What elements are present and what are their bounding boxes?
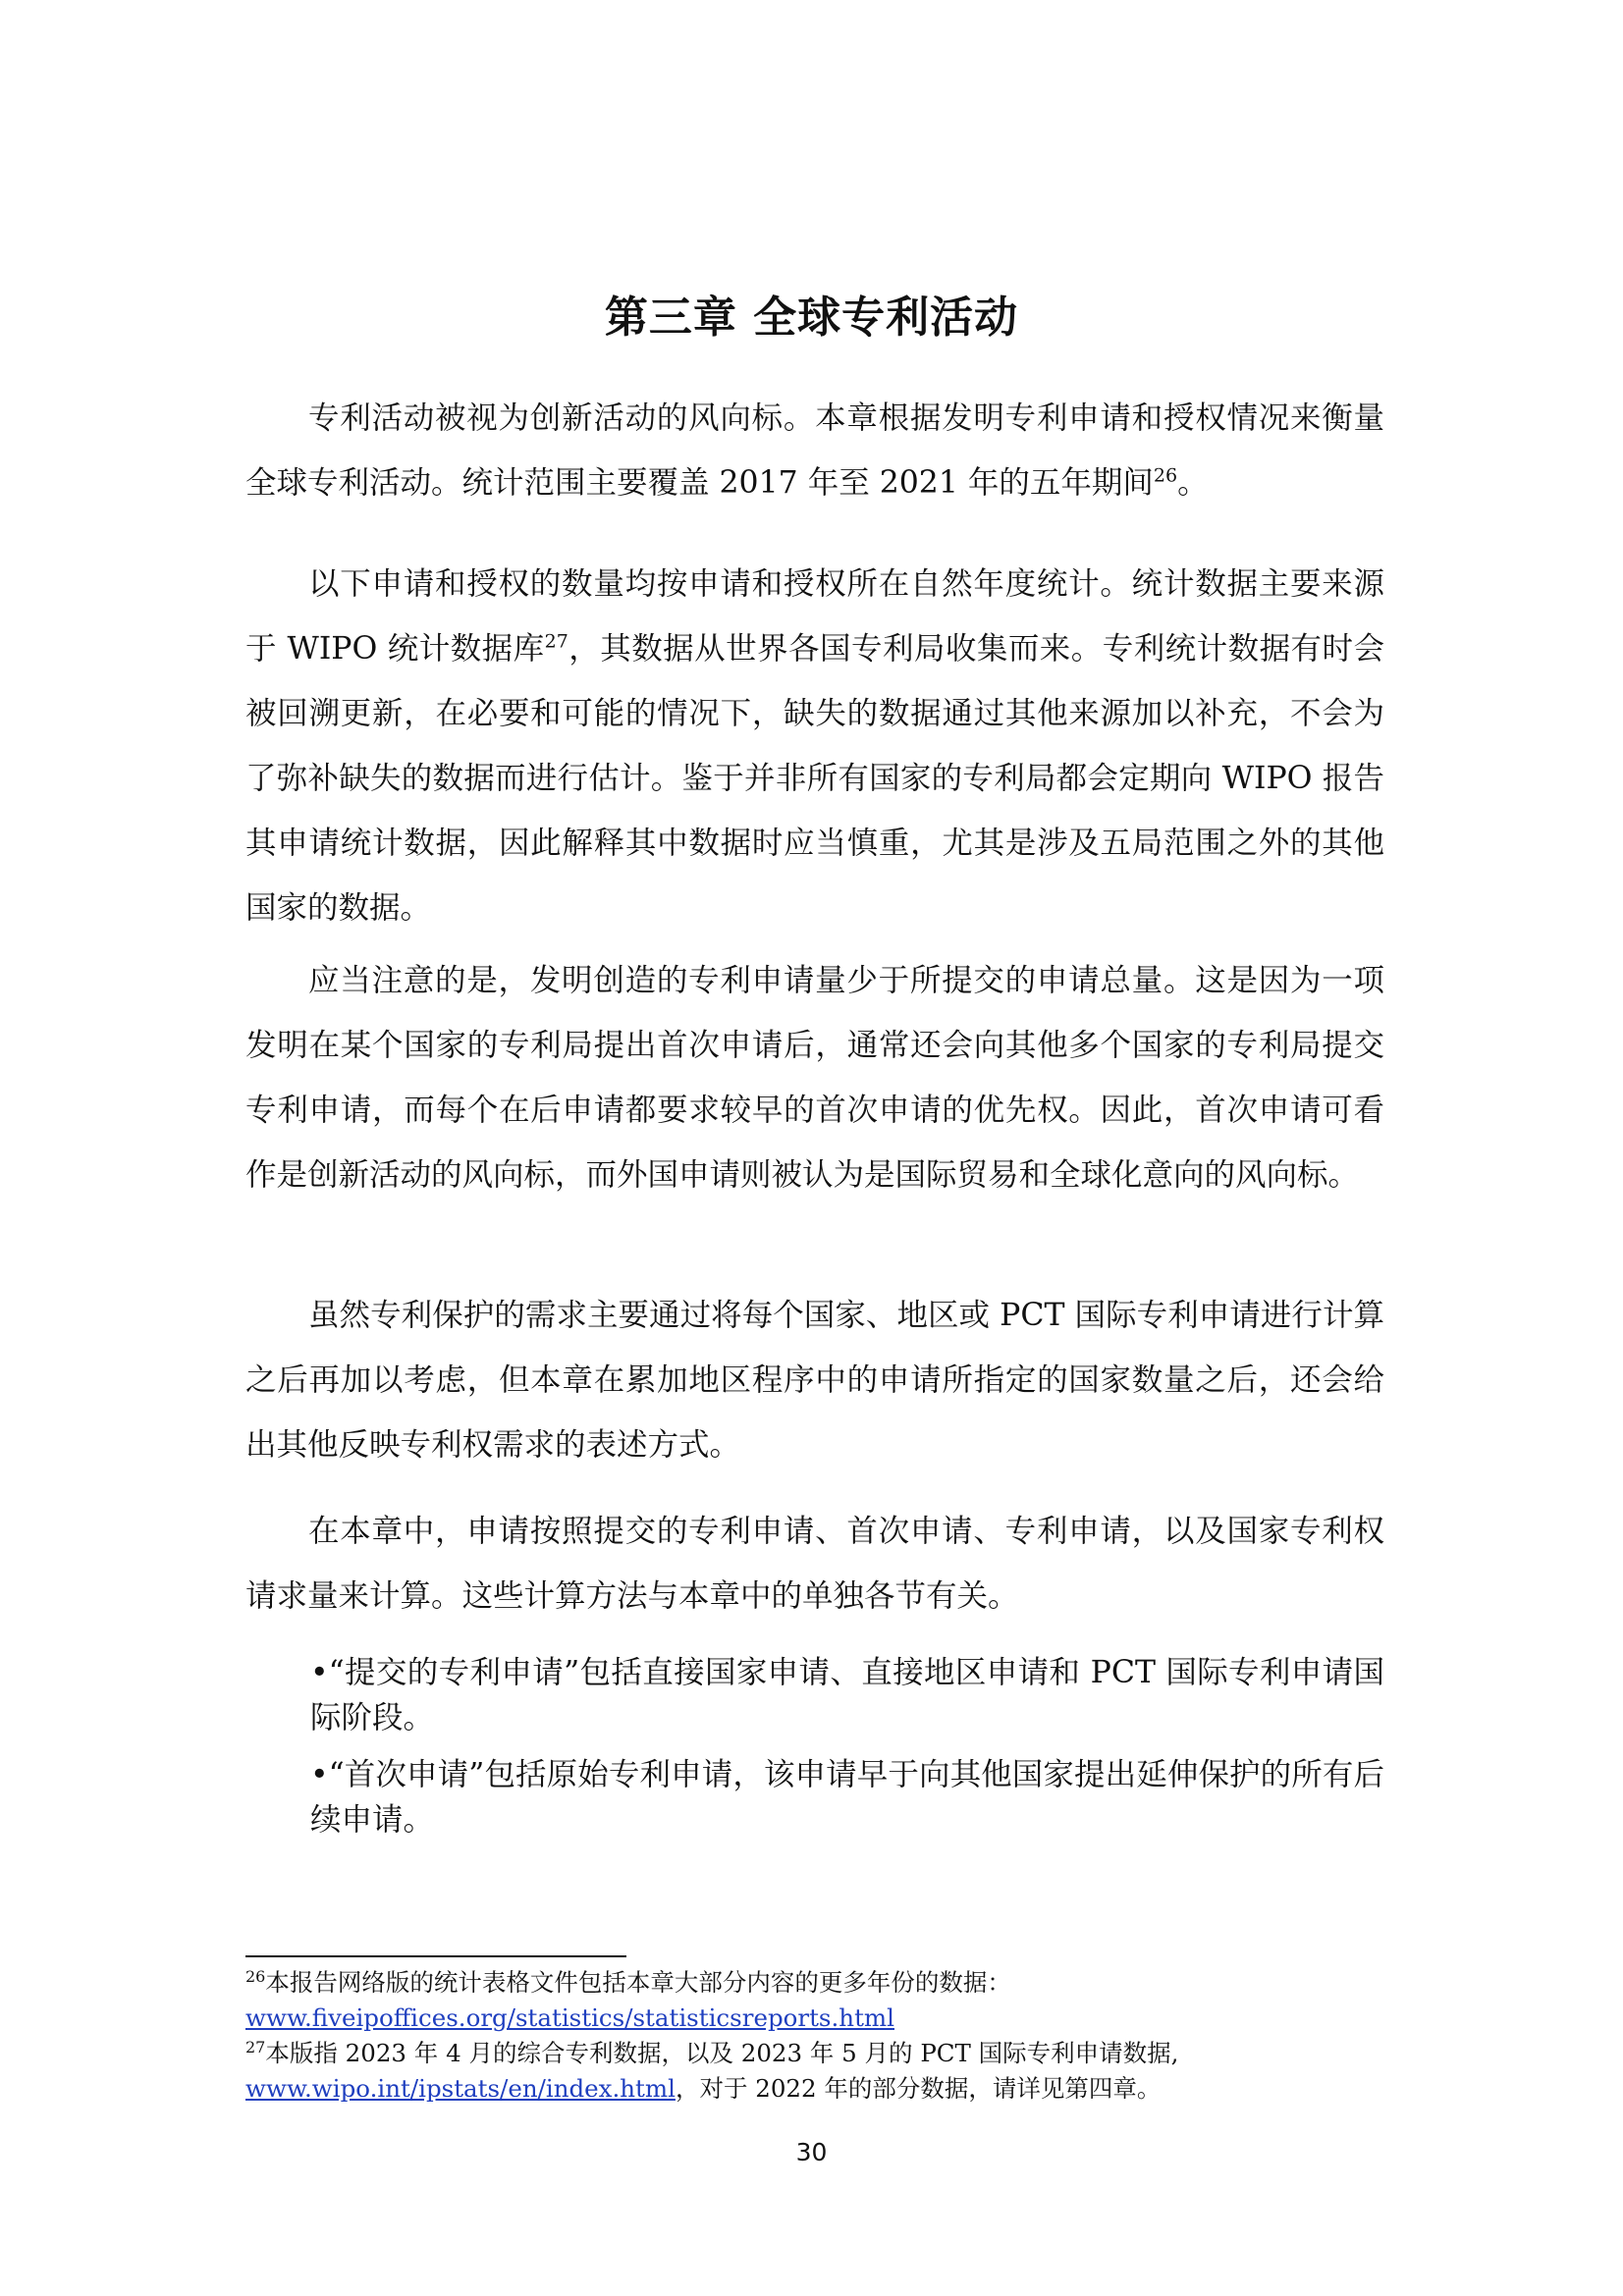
footnote-number: 27 [245,2037,266,2056]
footnote-text-end: ，对于 2022 年的部分数据，请详见第四章。 [675,2074,1162,2103]
paragraph-5: 在本章中，申请按照提交的专利申请、首次申请、专利申请，以及国家专利权请求量来计算。这些计算方法与本章中的单独各节有关。 [245,1514,1384,1614]
chapter-title: 第三章 全球专利活动 [604,293,1019,343]
footnote-link[interactable]: www.fiveipoffices.org/statistics/statisticsreports.html [245,2003,894,2032]
footnote-27 [245,2036,1384,2107]
footnote-link[interactable]: www.wipo.int/ipstats/en/index.html [245,2074,676,2103]
footnote-text: 本报告网络版的统计表格文件包括本章大部分内容的更多年份的数据： [265,1968,1011,1997]
paragraph-3: 应当注意的是，发明创造的专利申请量少于所提交的申请总量。这是因为一项发明在某个国家的专利局提出首次申请后，通常还会向其他多个国家的专利局提交专利申请，而每个在后申请都要求较早的首次申请的优先权。因此，首次申请可看作是创新活动的风向标，而外国申请则被认为是国际贸易和全球化意向的风向标。 [245,963,1384,1193]
footnote-26 [245,1965,1384,2036]
footnote-divider [245,1955,626,1957]
paragraph-1-end: 。 [1177,465,1209,501]
paragraph-2-text: 以下申请和授权的数量均按申请和授权所在自然年度统计。统计数据主要来源于 WIPO 统计数据库 [245,566,1384,667]
paragraph-4: 虽然专利保护的需求主要通过将每个国家、地区或 PCT 国际专利申请进行计算之后再加以考虑，但本章在累加地区程序中的申请所指定的国家数量之后，还会给出其他反映专利权需求的表述方式。 [245,1298,1384,1463]
paragraph-1 [245,386,1384,515]
paragraph-1-text: 专利活动被视为创新活动的风向标。本章根据发明专利申请和授权情况来衡量全球专利活动。统计范围主要覆盖 2017 年至 2021 年的五年期间 [245,400,1384,501]
paragraph-2-rest: ，其数据从世界各国专利局收集而来。专利统计数据有时会被回溯更新，在必要和可能的情况下，缺失的数据通过其他来源加以补充，不会为了弥补缺失的数据而进行估计。鉴于并非所有国家的专利局都会定期向 WIPO 报告其申请统计数据，因此解释其中数据时应当慎重，尤其是涉及五局范围之外的其他国家的数据。 [245,631,1384,926]
bullet-item: •“提交的专利申请”包括直接国家申请、直接地区申请和 PCT 国际专利申请国际阶段。 [310,1655,1384,1735]
paragraph-2 [245,552,1384,940]
bullet-item: •“首次申请”包括原始专利申请，该申请早于向其他国家提出延伸保护的所有后续申请。 [310,1757,1384,1838]
footnote-ref-27[interactable]: 27 [544,630,568,653]
page-number: 30 [795,2138,828,2166]
footnote-number: 26 [245,1966,266,1986]
bullet-list [310,1650,1384,1854]
footnote-ref-26[interactable]: 26 [1153,464,1178,487]
footnotes [245,1965,1384,2107]
footnote-text: 本版指 2023 年 4 月的综合专利数据，以及 2023 年 5 月的 PCT 国际专利申请数据, [265,2039,1179,2067]
